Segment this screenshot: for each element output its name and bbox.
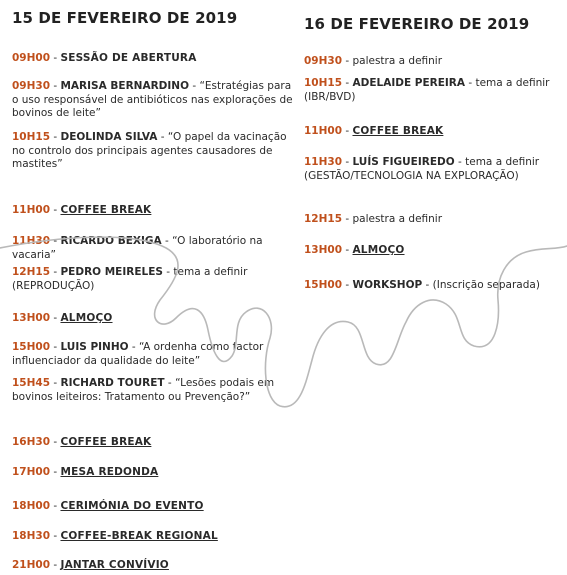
schedule-item: 11H00 - COFFEE BREAK [304,125,444,137]
schedule-item: 13H00 - ALMOÇO [304,244,405,256]
schedule-item: 15H00 - WORKSHOP - (Inscrição separada) [304,279,540,291]
schedule-item: 15H45 - RICHARD TOURET - “Lesões podais em bovinos leiteiros: Tratamento ou Prevenção?” [12,377,275,403]
schedule-item: 09H00 - SESSÃO DE ABERTURA [12,52,197,64]
schedule-item: 12H15 - PEDRO MEIRELES - tema a definir (REPRODUÇÃO) [12,266,248,292]
schedule-item: 10H15 - DEOLINDA SILVA - “O papel da vacinação no controlo dos principais agentes causadores de mastites” [12,131,287,170]
day1-title: 15 DE FEVEREIRO DE 2019 [12,9,238,27]
schedule-item: 21H00 - JANTAR CONVÍVIO [12,559,169,571]
schedule-item: 11H30 - LUÍS FIGUEIREDO - tema a definir (GESTÃO/TECNOLOGIA NA EXPLORAÇÃO) [304,156,540,182]
schedule-item: 18H00 - CERIMÓNIA DO EVENTO [12,500,204,512]
schedule-item: 09H30 - palestra a definir [304,55,443,67]
schedule-item: 11H30 - RICARDO BEXIGA - “O laboratório na vacaria” [12,235,263,261]
schedule-item: 12H15 - palestra a definir [304,213,443,225]
schedule-item: 15H00 - LUIS PINHO - “A ordenha como factor influenciador da qualidade do leite” [12,341,264,367]
schedule-item: 09H30 - MARISA BERNARDINO - “Estratégias para o uso responsável de antibióticos nas explorações de bovinos de leite” [12,80,293,119]
day2-title: 16 DE FEVEREIRO DE 2019 [304,15,530,33]
schedule-item: 13H00 - ALMOÇO [12,312,113,324]
schedule-item: 10H15 - ADELAIDE PEREIRA - tema a definir (IBR/BVD) [304,77,550,103]
schedule-item: 18H30 - COFFEE-BREAK REGIONAL [12,530,218,542]
schedule-item: 17H00 - MESA REDONDA [12,466,159,478]
schedule-item: 11H00 - COFFEE BREAK [12,204,152,216]
schedule-item: 16H30 - COFFEE BREAK [12,436,152,448]
